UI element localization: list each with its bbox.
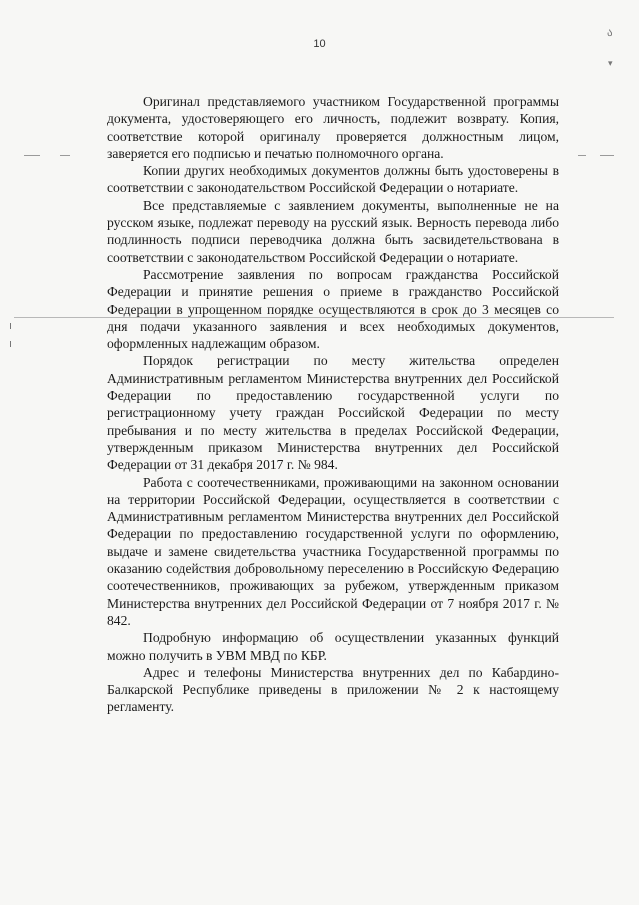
page-number: 10 bbox=[313, 38, 326, 50]
paragraph: Порядок регистрации по месту жительства определен Административным регламентом Министерства внутренних дел Российской Федерации по предоставлению государственной услуги по регистрационному учету граждан Российской Федерации по месту пребывания и по месту жительства в пределах Российской Федерации, утвержденным приказом Министерства внутренних дел Российской Федерации от 31 декабря 2017 г. № 984. bbox=[107, 353, 559, 473]
scan-tick bbox=[10, 341, 11, 347]
paragraph: Все представляемые с заявлением документы, выполненные не на русском языке, подлежат переводу на русский язык. Верность перевода либо подлинность подписи переводчика должна быть засвидетельствована в соответствии с законодательством Российской Федерации о нотариате. bbox=[107, 197, 559, 265]
scan-line bbox=[60, 155, 70, 156]
paragraph: Рассмотрение заявления по вопросам гражданства Российской Федерации и принятие решения о приеме в гражданство Российской Федерации в упрощенном порядке осуществляются в срок до 3 месяцев со дня подачи указанного заявления и всех необходимых документов, оформленных надлежащим образом. bbox=[107, 266, 559, 352]
paragraph: Адрес и телефоны Министерства внутренних дел по Кабардино-Балкарской Республике приведены в приложении № 2 к настоящему регламенту. bbox=[107, 664, 559, 715]
document-body bbox=[107, 93, 559, 716]
scan-tick bbox=[10, 323, 11, 329]
paragraph: Копии других необходимых документов должны быть удостоверены в соответствии с законодательством Российской Федерации о нотариате. bbox=[107, 163, 559, 196]
scan-line bbox=[600, 155, 614, 156]
paragraph: Оригинал представляемого участником Государственной программы документа, удостоверяющего его личность, подлежит возврату. Копия, соответствие которой оригиналу проверяется должностным лицом, заверяется его подписью и печатью полномочного органа. bbox=[107, 94, 559, 161]
paragraph: Подробную информацию об осуществлении указанных функций можно получить в УВМ МВД по КБР. bbox=[107, 630, 559, 663]
scan-line bbox=[578, 155, 586, 156]
paragraph: Работа с соотечественниками, проживающими на законном основании на территории Российской Федерации, осуществляется в соответствии с Административным регламентом Министерства внутренних дел Российской Федерации по предоставлению государственной услуги по оформлению, выдаче и замене свидетельства участника Государственной программы по оказанию содействия добровольному переселению в Российскую Федерацию соотечественников, проживающих за рубежом, утвержденным приказом Министерства внутренних дел Российской Федерации от 7 ноября 2017 г. № 842. bbox=[107, 474, 559, 628]
scan-artifact: ▾ bbox=[608, 58, 613, 68]
scan-line bbox=[24, 155, 40, 156]
scan-artifact: ა bbox=[607, 27, 613, 39]
